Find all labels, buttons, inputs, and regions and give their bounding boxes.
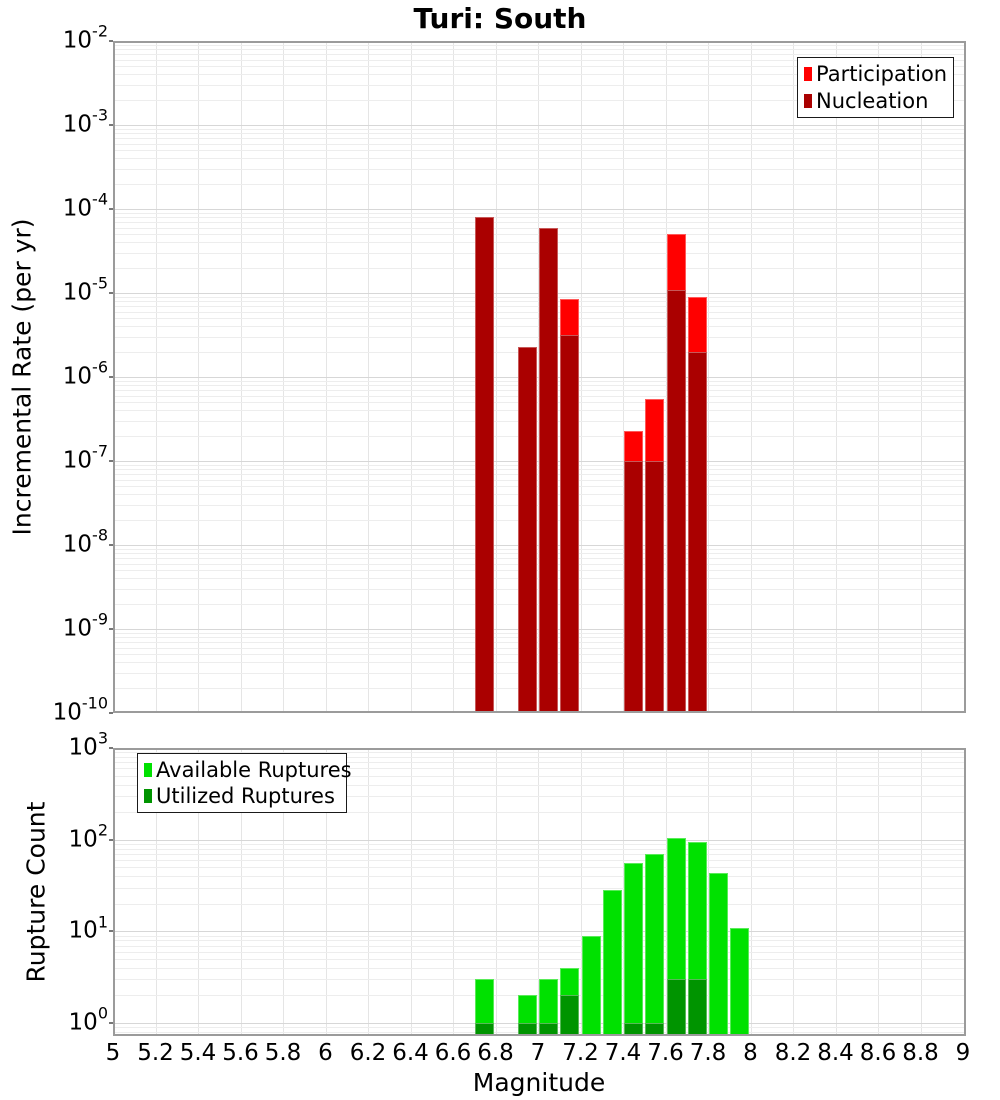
gridline-vertical [878,748,879,1036]
y-tick-label: $10^3$ [68,728,108,761]
y-tick-mark [109,747,113,749]
legend-item-utilized [142,784,342,808]
available-bar [624,863,643,1036]
count-y-axis-label: Rupture Count [21,801,51,983]
y-tick-label: $10^{-7}$ [62,441,108,474]
y-tick-mark [109,839,113,841]
x-tick-label: 6.2 [349,1040,387,1066]
utilized-bar [624,1023,643,1036]
nucleation-bar [560,335,579,713]
y-tick-label: $10^{-10}$ [52,693,108,726]
available-bar [645,854,664,1036]
available-bar [709,873,728,1036]
utilized-bar [645,1023,664,1036]
gridline-vertical [921,748,922,1036]
gridline-minor [113,867,966,868]
gridline-minor [113,946,966,947]
count-legend [137,753,352,813]
x-tick-label: 5 [105,1040,121,1066]
gridline-minor [113,49,966,50]
chart-title: Turi: South [413,2,587,35]
nucleation-swatch-icon [804,94,812,108]
nucleation-bar [518,347,537,713]
gridline-minor [113,876,966,877]
y-tick-mark [109,628,113,630]
y-tick-mark [109,460,113,462]
utilized-bar [667,979,686,1036]
x-tick-label: 8.2 [774,1040,812,1066]
y-tick-mark [109,1022,113,1024]
gridline-minor [113,854,966,855]
available-legend-label: Available Ruptures [156,758,352,782]
legend-item-participation [802,62,949,86]
x-tick-label: 6.8 [477,1040,514,1066]
x-tick-label: 5.4 [179,1040,217,1066]
x-tick-label: 7.8 [689,1040,727,1066]
utilized-swatch-icon [144,789,152,803]
gridline-major [113,125,966,126]
x-tick-label: 8.6 [859,1040,897,1066]
gridline-vertical [368,748,369,1036]
nucleation-bar [667,290,686,714]
y-tick-label: $10^{-6}$ [62,357,108,390]
x-tick-label: 8.4 [817,1040,854,1066]
utilized-bar [539,1023,558,1036]
gridline-minor [113,158,966,159]
utilized-bar [518,1023,537,1036]
gridline-minor [113,936,966,937]
gridline-minor [113,45,966,46]
y-tick-label: $10^{-8}$ [62,525,108,558]
gridline-minor [113,968,966,969]
gridline-minor [113,133,966,134]
available-swatch-icon [144,763,152,777]
utilized-legend-label: Utilized Ruptures [156,784,335,808]
nucleation-legend-label: Nucleation [816,88,929,113]
y-tick-mark [109,124,113,126]
rate-plot-area [113,41,966,713]
x-tick-label: 6.6 [434,1040,472,1066]
x-tick-label: 7 [530,1040,546,1066]
x-tick-label: 7.4 [604,1040,642,1066]
gridline-minor [113,54,966,55]
nucleation-bar [539,228,558,713]
y-tick-label: $10^{-3}$ [62,105,108,138]
y-tick-mark [109,208,113,210]
gridline-minor [113,144,966,145]
available-bar [730,928,749,1037]
gridline-major [113,931,966,932]
nucleation-bar [624,461,643,713]
y-tick-label: $10^{-5}$ [62,273,108,306]
y-tick-mark [109,712,113,714]
gridline-minor [113,169,966,170]
gridline-minor [113,129,966,130]
participation-legend-label: Participation [816,62,948,87]
y-tick-label: $10^1$ [68,912,108,944]
x-tick-label: 7.6 [647,1040,684,1066]
rate-y-axis-label: Incremental Rate (per yr) [7,218,37,536]
gridline-vertical [751,748,752,1036]
x-tick-label: 5.8 [264,1040,302,1066]
gridline-minor [113,217,966,218]
nucleation-bar [645,461,664,713]
gridline-vertical [411,748,412,1036]
gridline-minor [113,184,966,185]
y-tick-label: $10^0$ [68,1003,108,1036]
available-bar [603,890,622,1036]
utilized-bar [475,1023,494,1036]
y-tick-mark [109,544,113,546]
gridline-vertical [836,748,837,1036]
gridline-minor [113,150,966,151]
gridline-minor [113,844,966,845]
x-axis-label: Magnitude [472,1068,606,1097]
nucleation-bar [475,217,494,713]
x-tick-label: 9 [955,1040,971,1066]
y-tick-label: $10^2$ [68,820,108,853]
legend-item-nucleation [802,89,949,113]
gridline-minor [113,849,966,850]
utilized-bar [560,995,579,1036]
participation-swatch-icon [804,67,812,81]
y-tick-mark [109,376,113,378]
x-tick-label: 8.8 [902,1040,939,1066]
x-tick-label: 5.6 [222,1040,259,1066]
gridline-minor [113,940,966,941]
y-tick-mark [109,292,113,294]
gridline-major [113,209,966,210]
y-tick-mark [109,930,113,932]
x-tick-label: 7.2 [562,1040,599,1066]
utilized-bar [688,979,707,1036]
x-tick-label: 6.4 [392,1040,429,1066]
gridline-minor [113,860,966,861]
available-bar [582,936,601,1037]
gridline-minor [113,952,966,953]
gridline-minor [113,904,966,905]
y-tick-label: $10^{-4}$ [62,189,108,222]
x-tick-label: 6 [318,1040,333,1066]
gridline-minor [113,222,966,223]
y-tick-label: $10^{-9}$ [62,609,108,642]
x-tick-label: 5.2 [137,1040,174,1066]
gridline-minor [113,138,966,139]
gridline-minor [113,959,966,960]
y-tick-mark [109,40,113,42]
y-tick-label: $10^{-2}$ [62,21,108,54]
gridline-major [113,840,966,841]
gridline-vertical [453,748,454,1036]
x-tick-label: 8 [743,1040,758,1066]
gridline-vertical [793,748,794,1036]
gridline-vertical [496,748,497,1036]
gridline-minor [113,213,966,214]
gridline-minor [113,888,966,889]
nucleation-bar [688,352,707,713]
rate-legend [797,57,954,118]
legend-item-available [142,758,352,782]
